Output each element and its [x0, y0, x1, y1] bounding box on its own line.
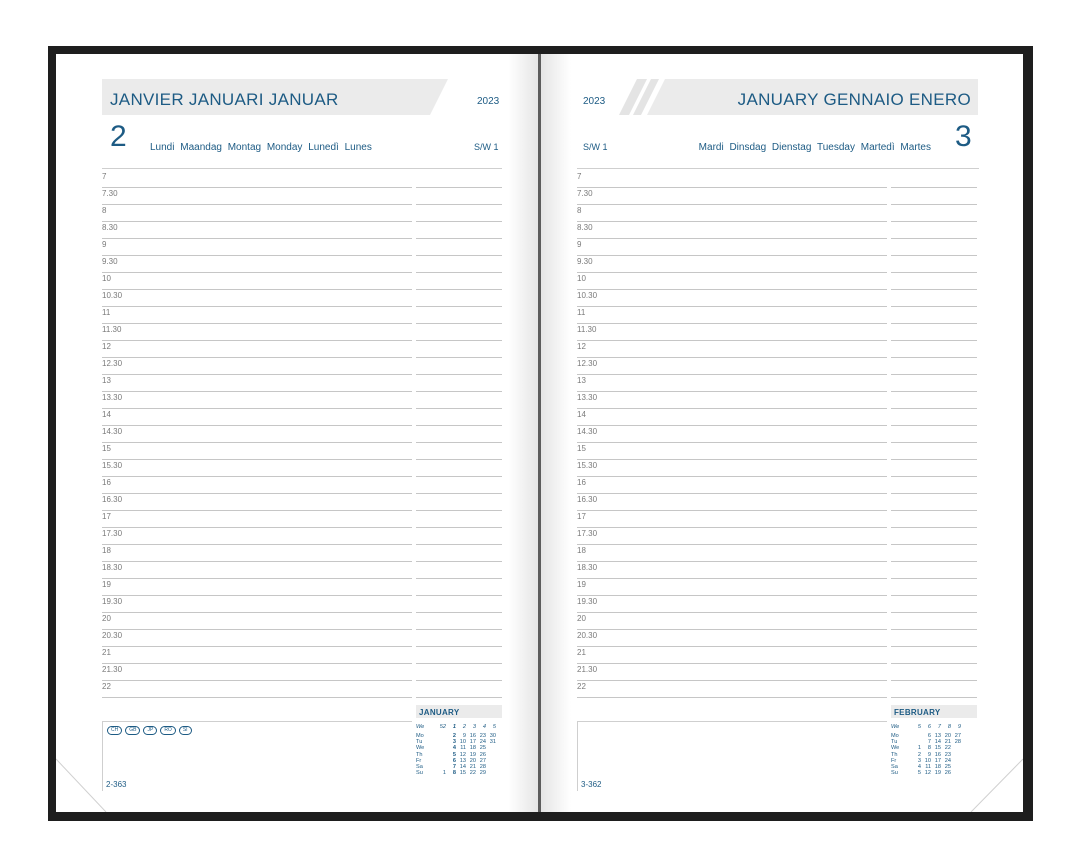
mini-calendar-day-label: We: [416, 745, 425, 752]
time-slot-row[interactable]: [102, 681, 504, 698]
month-title: JANVIER JANUARI JANUAR: [110, 90, 339, 109]
time-slot-label: 13.30: [577, 393, 598, 402]
mini-calendar-week-number: 52: [439, 724, 446, 730]
mini-calendar-date: [486, 770, 496, 776]
time-slot-row[interactable]: [577, 426, 979, 443]
time-slot-label: 16.30: [102, 495, 123, 504]
mini-calendar-date: 20: [469, 757, 476, 764]
mini-calendar-date: 17: [469, 739, 476, 746]
time-slot-row[interactable]: [102, 222, 504, 239]
time-slot-row[interactable]: [102, 460, 504, 477]
book-spine: [538, 54, 541, 812]
time-slot-row[interactable]: [577, 477, 979, 494]
time-slot-label: 7: [102, 172, 107, 181]
mini-calendar-date: 26: [944, 770, 951, 777]
time-slot-label: 20.30: [102, 631, 123, 640]
time-slot-label: 19: [102, 580, 111, 589]
time-slot-row[interactable]: [102, 341, 504, 358]
mini-calendar-date: 28: [479, 763, 486, 770]
time-slot-row[interactable]: [102, 171, 504, 188]
time-slot-row[interactable]: [102, 358, 504, 375]
time-slot-label: 14: [102, 410, 111, 419]
right-page: [541, 54, 1023, 812]
mini-calendar-date: 20: [944, 733, 951, 739]
mini-calendar-date: 7: [452, 763, 456, 770]
time-slot-label: 11.30: [102, 325, 122, 334]
header-divider: [102, 168, 502, 169]
time-slot-label: 20.30: [577, 631, 598, 640]
mini-calendar-date: 6: [452, 757, 456, 764]
mini-calendar-date: 9: [462, 733, 466, 739]
page-code: 2-363: [106, 780, 127, 789]
time-slot-row[interactable]: [102, 596, 504, 613]
mini-calendar-date: 27: [479, 757, 486, 764]
mini-calendar-header: [891, 705, 977, 718]
time-slot-row[interactable]: [102, 290, 504, 307]
corner-fold: [56, 759, 106, 812]
mini-calendar-date: 3: [452, 739, 456, 746]
time-slot-row[interactable]: [577, 273, 979, 290]
mini-calendar-date: 14: [459, 763, 466, 770]
time-slot-row[interactable]: [577, 511, 979, 528]
time-slot-label: 16.30: [577, 495, 598, 504]
time-slot-label: 12.30: [577, 359, 598, 368]
time-slot-label: 7.30: [577, 189, 593, 198]
time-slot-label: 18: [577, 546, 586, 555]
mini-calendar-date: 18: [469, 745, 476, 752]
time-slot-row[interactable]: [102, 307, 504, 324]
time-slot-row[interactable]: [102, 494, 504, 511]
time-slot-row[interactable]: [102, 324, 504, 341]
mini-calendar-date: 21: [469, 763, 476, 770]
time-slot-row[interactable]: [577, 188, 979, 205]
time-slot-label: 12: [102, 342, 111, 351]
country-badge: SI: [179, 726, 192, 735]
mini-calendar-date: 30: [489, 733, 496, 739]
time-slot-label: 21.30: [577, 665, 598, 674]
mini-calendar-day-label: Tu: [416, 739, 423, 746]
notes-area[interactable]: [577, 721, 887, 791]
country-badge: GB: [125, 726, 140, 735]
mini-calendar-day-row: [891, 770, 981, 776]
time-slot-label: 14: [577, 410, 586, 419]
mini-calendar-date: 28: [954, 739, 961, 746]
mini-calendar-date: 16: [469, 733, 476, 739]
time-slot-row[interactable]: [577, 375, 979, 392]
mini-calendar-day-label: Su: [416, 770, 423, 777]
mini-calendar-week-number: 9: [957, 724, 961, 730]
time-slot-row[interactable]: [577, 358, 979, 375]
time-slot-row[interactable]: [102, 188, 504, 205]
mini-calendar-date: 15: [934, 745, 941, 752]
country-badge: CH: [107, 726, 122, 735]
time-slot-row[interactable]: [577, 171, 979, 188]
left-page: [56, 54, 538, 812]
time-slot-row[interactable]: [577, 681, 979, 698]
mini-calendar-date: 24: [944, 757, 951, 764]
time-slot-label: 15.30: [577, 461, 598, 470]
time-slot-row[interactable]: [577, 341, 979, 358]
mini-calendar-date: 10: [459, 739, 466, 746]
time-slot-row[interactable]: [577, 307, 979, 324]
mini-calendar-week-number: 5: [492, 724, 496, 730]
notes-area[interactable]: [102, 721, 412, 791]
time-slot-label: 22: [577, 682, 586, 691]
mini-calendar: [416, 724, 506, 776]
time-slot-label: 7: [577, 172, 582, 181]
mini-calendar-week-number: 1: [452, 724, 456, 730]
mini-calendar-date: 11: [925, 763, 931, 770]
mini-calendar-date: 8: [927, 745, 931, 752]
mini-calendar-date: 3: [917, 757, 921, 764]
time-slot-label: 12.30: [102, 359, 123, 368]
month-title: JANUARY GENNAIO ENERO: [737, 90, 971, 109]
time-slot-label: 21: [577, 648, 586, 657]
time-slot-label: 12: [577, 342, 586, 351]
mini-calendar-date: 16: [934, 751, 941, 758]
time-slot-row[interactable]: [577, 613, 979, 630]
header-divider: [577, 168, 979, 169]
time-slot-label: 8: [577, 206, 582, 215]
time-slot-label: 17.30: [102, 529, 123, 538]
time-slot-row[interactable]: [102, 426, 504, 443]
mini-calendar-date: 21: [944, 739, 951, 746]
time-slot-row[interactable]: [102, 409, 504, 426]
mini-calendar-date: 15: [459, 770, 466, 777]
time-slot-row[interactable]: [577, 324, 979, 341]
time-slot-label: 10: [102, 274, 111, 283]
time-slot-row[interactable]: [577, 545, 979, 562]
mini-calendar-week-number: 3: [472, 724, 476, 730]
mini-calendar-date: 23: [479, 733, 486, 739]
mini-calendar-day-row: [416, 770, 506, 776]
time-slot-row[interactable]: [577, 596, 979, 613]
mini-calendar-day-label: Mo: [416, 733, 424, 739]
mini-calendar-date: 7: [927, 739, 931, 746]
time-slot-label: 20: [577, 614, 586, 623]
mini-calendar-date: 23: [944, 751, 951, 758]
mini-calendar-day-label: Mo: [891, 733, 899, 739]
time-slot-row[interactable]: [102, 528, 504, 545]
mini-calendar-date: 9: [927, 751, 931, 758]
time-slot-row[interactable]: [102, 443, 504, 460]
mini-calendar-date: 29: [479, 770, 486, 777]
mini-calendar-week-number: 2: [462, 724, 466, 730]
time-slot-row[interactable]: [577, 647, 979, 664]
mini-calendar-week-row: [891, 724, 981, 733]
time-slot-label: 9.30: [577, 257, 593, 266]
mini-calendar-day-label: Tu: [891, 739, 898, 746]
day-names: Mardi Dinsdag Dienstag Tuesday Martedì Martes: [698, 142, 931, 153]
mini-calendar-date: [951, 770, 961, 776]
appointment-line: [577, 697, 887, 698]
mini-calendar-day-label: Su: [891, 770, 898, 777]
mini-calendar-date: 2: [452, 733, 456, 739]
mini-calendar-month: JANUARY: [419, 708, 460, 717]
week-number: S/W 1: [583, 142, 608, 152]
mini-calendar-day-label: Sa: [416, 763, 423, 770]
time-slot-row[interactable]: [102, 647, 504, 664]
note-line: [891, 697, 977, 698]
time-slot-row[interactable]: [577, 579, 979, 596]
mini-calendar-date: 17: [934, 757, 941, 764]
mini-calendar-date: 24: [479, 739, 486, 746]
time-slot-label: 15: [577, 444, 586, 453]
time-slot-row[interactable]: [102, 205, 504, 222]
day-names: Lundi Maandag Montag Monday Lunedì Lunes: [150, 142, 372, 153]
time-slot-row[interactable]: [102, 545, 504, 562]
note-line: [416, 697, 502, 698]
week-number: S/W 1: [474, 142, 499, 152]
mini-calendar-date: 27: [954, 733, 961, 739]
mini-calendar-date: 4: [452, 745, 456, 752]
day-number: 3: [955, 120, 972, 153]
time-slot-label: 16: [577, 478, 586, 487]
time-slot-label: 19.30: [577, 597, 598, 606]
mini-calendar-month: FEBRUARY: [894, 708, 941, 717]
time-slot-label: 11.30: [577, 325, 597, 334]
time-slot-row[interactable]: [577, 239, 979, 256]
mini-calendar-date: 11: [460, 745, 466, 752]
country-badge: JP: [143, 726, 157, 735]
mini-calendar-week-number: 5: [917, 724, 921, 730]
time-slot-row[interactable]: [577, 256, 979, 273]
mini-calendar-date: 5: [917, 770, 921, 777]
mini-calendar-date: 19: [934, 770, 941, 777]
mini-calendar-date: 8: [452, 770, 456, 777]
mini-calendar-day-label: Th: [416, 751, 423, 758]
time-slot-row[interactable]: [577, 664, 979, 681]
country-badges: [107, 726, 192, 735]
time-slot-label: 21: [102, 648, 111, 657]
mini-calendar-date: 12: [459, 751, 466, 758]
mini-calendar-header: [416, 705, 502, 718]
time-slot-row[interactable]: [102, 630, 504, 647]
time-slot-row[interactable]: [577, 460, 979, 477]
mini-calendar-date: 1: [917, 745, 921, 752]
time-slot-row[interactable]: [577, 409, 979, 426]
time-slot-label: 15.30: [102, 461, 123, 470]
time-slot-label: 14.30: [102, 427, 123, 436]
time-slot-row[interactable]: [577, 443, 979, 460]
time-slot-row[interactable]: [102, 392, 504, 409]
mini-calendar-week-row: [416, 724, 506, 733]
time-slot-label: 18.30: [102, 563, 123, 572]
mini-calendar-week-number: 4: [482, 724, 486, 730]
mini-calendar-week-number: 6: [927, 724, 931, 730]
mini-calendar-date: 18: [934, 763, 941, 770]
mini-calendar-week-number: 7: [937, 724, 941, 730]
mini-calendar-date: 12: [924, 770, 931, 777]
time-slot-row[interactable]: [577, 290, 979, 307]
time-slot-row[interactable]: [577, 392, 979, 409]
time-slot-label: 13: [577, 376, 586, 385]
year-label: 2023: [583, 96, 606, 107]
time-slot-label: 9: [102, 240, 107, 249]
mini-calendar-week-number: 8: [947, 724, 951, 730]
time-slot-row[interactable]: [577, 562, 979, 579]
time-slot-label: 8: [102, 206, 107, 215]
time-slot-label: 18: [102, 546, 111, 555]
mini-calendar-week-label: We: [416, 724, 425, 730]
mini-calendar-date: 10: [924, 757, 931, 764]
time-slot-label: 9.30: [102, 257, 118, 266]
mini-calendar-date: 31: [489, 739, 496, 746]
time-slot-row[interactable]: [102, 273, 504, 290]
mini-calendar-week-label: We: [891, 724, 900, 730]
year-label: 2023: [477, 96, 500, 107]
time-slot-label: 21.30: [102, 665, 123, 674]
time-slot-label: 10: [577, 274, 586, 283]
mini-calendar-date: 22: [944, 745, 951, 752]
time-slot-label: 9: [577, 240, 582, 249]
time-slot-label: 10.30: [102, 291, 123, 300]
time-slot-label: 11: [102, 308, 111, 317]
time-slot-label: 19: [577, 580, 586, 589]
time-slot-label: 8.30: [102, 223, 118, 232]
time-slot-label: 10.30: [577, 291, 598, 300]
mini-calendar-date: 5: [452, 751, 456, 758]
mini-calendar-date: 1: [442, 770, 446, 777]
mini-calendar-date: 25: [479, 745, 486, 752]
time-slot-row[interactable]: [102, 256, 504, 273]
mini-calendar-date: 2: [917, 751, 921, 758]
mini-calendar-day-label: Sa: [891, 763, 898, 770]
time-slot-row[interactable]: [102, 562, 504, 579]
mini-calendar: [891, 724, 981, 776]
time-slot-row[interactable]: [102, 511, 504, 528]
time-slot-label: 17: [102, 512, 111, 521]
time-slot-row[interactable]: [577, 205, 979, 222]
time-slot-label: 22: [102, 682, 111, 691]
time-slot-label: 18.30: [577, 563, 598, 572]
mini-calendar-date: 19: [469, 751, 476, 758]
country-badge: RO: [160, 726, 176, 735]
time-slot-label: 15: [102, 444, 111, 453]
time-slot-row[interactable]: [102, 579, 504, 596]
time-slot-label: 20: [102, 614, 111, 623]
mini-calendar-date: 26: [479, 751, 486, 758]
mini-calendar-day-label: Th: [891, 751, 898, 758]
time-slot-label: 13.30: [102, 393, 123, 402]
mini-calendar-day-label: We: [891, 745, 900, 752]
mini-calendar-date: 13: [934, 733, 941, 739]
time-slot-label: 16: [102, 478, 111, 487]
time-slot-label: 11: [577, 308, 586, 317]
time-slot-row[interactable]: [577, 222, 979, 239]
appointment-line: [102, 697, 412, 698]
time-slot-row[interactable]: [577, 630, 979, 647]
time-slot-label: 7.30: [102, 189, 118, 198]
mini-calendar-date: 6: [927, 733, 931, 739]
time-slot-label: 8.30: [577, 223, 593, 232]
time-slot-row[interactable]: [102, 477, 504, 494]
time-slot-row[interactable]: [577, 528, 979, 545]
day-number: 2: [110, 120, 127, 153]
mini-calendar-date: 25: [944, 763, 951, 770]
time-slot-label: 13: [102, 376, 111, 385]
mini-calendar-day-label: Fr: [416, 757, 422, 764]
mini-calendar-date: 14: [934, 739, 941, 746]
time-slot-label: 17: [577, 512, 586, 521]
time-slot-row[interactable]: [102, 239, 504, 256]
mini-calendar-date: 13: [459, 757, 466, 764]
mini-calendar-day-label: Fr: [891, 757, 897, 764]
time-slot-row[interactable]: [102, 664, 504, 681]
mini-calendar-date: 4: [917, 763, 921, 770]
page-code: 3-362: [581, 780, 602, 789]
time-slot-label: 17.30: [577, 529, 598, 538]
time-slot-row[interactable]: [102, 613, 504, 630]
time-slot-label: 19.30: [102, 597, 123, 606]
mini-calendar-date: 22: [469, 770, 476, 777]
time-slot-label: 14.30: [577, 427, 598, 436]
time-slot-row[interactable]: [102, 375, 504, 392]
time-slot-row[interactable]: [577, 494, 979, 511]
